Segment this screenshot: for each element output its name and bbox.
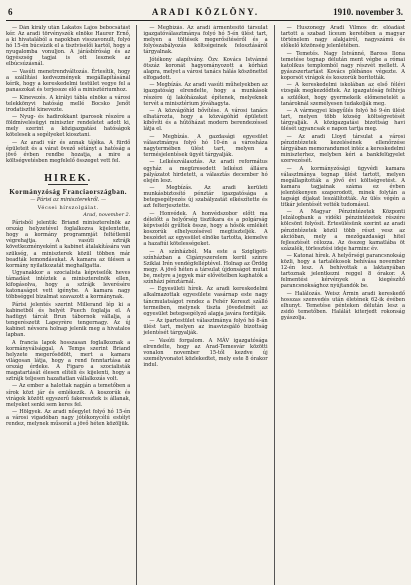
article-paragraph: — Lelkészválasztás. Az aradi református egyház a megüresedett lelkészi állásra pályázatot hirdetett, a választás december hó elején lesz.: [143, 159, 268, 184]
article-paragraph: — Temetés. Nagy Istvánné, Baross Ilona temetése tegnap délután ment végbe a római katolikus templomból nagy részvét mellett. A gyászszertartást Kovács plébános végezte. A koporsót virágok és koszorúk borították.: [280, 50, 405, 81]
article-paragraph: — Halálozás. Weisz Ármin aradi kereskedő hosszas szenvedés után életének 62-ik évében elhunyt. Temetése pénteken délután lesz a zsidó temetőben. Halálát kiterjedt rokonság gyászolja.: [280, 290, 405, 322]
article-paragraph: — Megbízás. Az aradi kerületi munkásbiztosító pénztár igazgatósága a betegsegélyezés új szabályzatát elkészítette és azt felterjesztette.: [143, 185, 268, 210]
article-lead: — Párisi az miniszterekről. —: [30, 197, 107, 204]
article-paragraph: — A közvágóhíd bővítése. A városi tanács elhatározta, hogy a közvágóhíd épületeit kibővíti és a hűtőházat modern berendezéssel látja el.: [143, 108, 268, 133]
article-paragraph: — A kereskedelmi iskolában az első félévi vizsgák megkezdődtek. Az igazgatóság felhívja a szülőket, hogy gyermekeik előmenetelét a tanároknál személyesen tudakolják meg.: [280, 82, 405, 107]
section-title-hirek: HIREK.: [44, 173, 93, 185]
article-paragraph: — Megbízás. Az aradi vasúti műhelyekben az igazgatóság elrendelte, hogy a munkások részére új lakóházakat építenek, melyeknek tervét a minisztérium jóváhagyta.: [143, 82, 268, 107]
article-paragraph: Ugyanakkor a szocialista képviselők heves támadást intéztek a miniszterelnök ellen, kifogásolva, hogy a sztrájk leverésére katonaságot vett igénybe. A kamara nagy többséggel bizalmat szavazott a kormánynak.: [6, 270, 131, 301]
article-paragraph: A francia lapok hosszasan foglalkoznak a kormányválsággal. A Temps szerint Briand helyzete megerősödött, mert a kamara világosan látja, hogy a rend fenntartása az ország érdeke. A Figaro a szocialisták magatartását élesen elítéli és kijelenti, hogy a sztrájk teljesen hazafiatlan vállalkozás volt.: [6, 339, 131, 382]
section-divider: [48, 184, 88, 185]
article-headline: Kormányzóság Franciaországban.: [9, 188, 127, 197]
article-paragraph: — Honvédek. A honvédszobor előtt ma délelőtt a helyőrség tisztikara és a polgárság képviselői gyűltek össze, hogy a hősök emlékét koszorúk elhelyezésével megtiszteljék. A beszédet az egyesület elnöke tartotta, kiemelve a hazafiúi kötelességeket.: [143, 210, 268, 248]
article-paragraph: — A vármegyei kisgyűlés folyó hó 9-én ülést tart, melyen több község költségvetését tárgyalják. A közigazgatási bizottság havi ülését ugyancsak e napon tartja meg.: [280, 108, 405, 133]
issue-date: 1910. november 3.: [333, 7, 403, 17]
article-paragraph: — Egyesületi hírek. Az aradi kereskedelmi alkalmazottak egyesülete vasárnap este nagy táncmulatságot rendez a Fehér Kereszt szálló termeiben, melynek tiszta jövedelmét az egyesület betegsegélyző alapja javára fordítják.: [143, 286, 268, 317]
column-1: [6, 25, 130, 585]
article-paragraph: — Hölgyek. Az aradi nőegylet folyó hó 15-én a városi vigadóban nagy jótékonycélú estélyt rendez, melynek műsorát a jövő héten közöljük.: [6, 409, 131, 428]
article-paragraph: — Nyug- és hadirokkant iparosok részére a földmívelésügyi miniszter rendeletet adott ki, mely szerint a közigazgatási hatóságok kötelesek a segélyeket kiosztani.: [6, 114, 131, 139]
article-paragraph: — Vasúti forgalom. A MÁV igazgatósága elrendelte, hogy az Arad-Temesvár közötti vonalon november 15-től kezdve új személyvonatot közlekedtet, mely este 8 órakor indul.: [143, 337, 268, 368]
column-1-articles: [6, 25, 130, 164]
article-paragraph: — Megbízás. Az aradi ármentesítő társulat igazgatóválasztmánya folyó hó 5-én ülést tart, melyen a töltések megerősítéséről és a folyószabályozás költségeinek felosztásáról tárgyalnak.: [143, 25, 268, 56]
hirek-articles: [6, 220, 130, 427]
paper-title: ARADI KÖZLÖNY.: [151, 7, 260, 17]
article-paragraph: Párisból jelentik: Briand miniszterelnök az ország helyzetével foglalkozva kijelentette, hogy a kormány programmját feltétlenül végrehajtja. A vasúti sztrájk következményeként a kabinet átalakítására van szükség, a miniszterek közül többen már beadták lemondásukat. A kamara az ülésen a kormány nyilatkozatát meghallgatta.: [6, 220, 131, 269]
article-paragraph: Jótékony alapítvány. Özv. Kovács Istvánné ötszáz koronát hagyományozott a kórházi alapra, melyet a városi tanács hálás köszönettel elfogadott.: [143, 56, 268, 81]
article-paragraph: — Az aradi vár és annak tájéka. A fürdő épületeit és a várat övező sétányt a hatóság a jövő évben rendbe hozatja, a mire a költségvetésben megfelelő összeget vett fel.: [6, 139, 131, 164]
article-paragraph: — Vasúti menetrendváltozás. Értesítik, hogy a szállítási kedvezmények megállapításánál kérik, hogy a kereskedelmi testület vegye fel a panaszokat és terjessze elő a minisztériumhoz.: [6, 68, 131, 93]
masthead: [6, 6, 405, 21]
columns: [6, 25, 405, 585]
column-3: [281, 25, 405, 585]
article-paragraph: — Katonai hírek. A helyőrségi parancsnokság közli, hogy a tartalékosok behívása november 12-én lesz. A behívottak a laktanyában tartoznak jelentkezni reggel 8 órakor. A felmentési kérvények a kiegészítő parancsnoksághoz nyújtandók be.: [280, 253, 405, 290]
article-paragraph: — Megbízás. A gazdasági egyesület választmánya folyó hó 10-én a városháza nagytermében ülést tart, melyen a termésjelentések ügyét tárgyalják.: [143, 133, 268, 158]
column-rule: [136, 25, 137, 585]
article-paragraph: — A színházból. Ma este a Szigligeti-színházban a Cigányszerelem kerül színre Sziklai Irén vendégfelléptével. Holnap az Ördög megy. A jövő héten a társulat újdonságot mutat be, melyre a jegyek már elővételben kaphatók a színházi pénztárnál.: [143, 248, 268, 285]
page-number: 6: [8, 7, 13, 17]
article-dateline: Arad, november 2.: [83, 212, 131, 219]
article-paragraph: — Huszonegy Aradi Vilmos dr. előadást tartott a szabad líceum keretében a magyar történelem nagy alakjairól, nagyszámú és előkelő közönség jelenlétében.: [280, 25, 405, 50]
article-paragraph: — A kormányzósági ügyvédi kamara választmánya tegnap ülést tartott, melyen megállapították a jövő évi költségvetést. A kamara tagjainak száma ez évben jelentékenyen szaporodott, minek folytán a tagsági díjakat leszállították. Az ülés végén a titkár jelentését vették tudomásul.: [280, 165, 405, 208]
article-paragraph: — Dán király után Lakatos Lajos bebocsátást kér. Az aradi törvényszék elnöke Haurer Ernő, a ki hivatalából a napokban visszavonult, folyó hó 15-én búcsúzik el a tisztviselői kartól, hogy a nyugalomba vonuljon. A járásbíróság és az ügyészség tagjai is ott lesznek az elbúcsúzásnál.: [6, 25, 131, 68]
article-paragraph: — Kinevezés. A királyi tábla elnöke a városi telekkönyvi hatóság mellé Bocsko Jenőt irodatisztté kinevezte.: [6, 94, 131, 113]
article-paragraph: — Az aradi Lloyd társulat a városi pénzintézetek kezelésének ellenőrzése tárgyában memorandumot intéz a kereskedelmi miniszterhez, melyben kéri a bankfelügyelet szervezését.: [280, 133, 405, 164]
article-paragraph: — A Magyar Pénzintézetek Központi Jelzálogbank a vidéki pénzintézetek részére kölcsönt folyósít. Értesülésünk szerint az aradi pénzintézetek közül több részt vesz az akcióban, mely a mezőgazdasági hitel fejlesztését célozza. Az összeg kamatlába öt százalék, törlesztési ideje harminc év.: [280, 209, 405, 252]
column-2: [143, 25, 267, 585]
column-3-articles: [281, 25, 405, 321]
column-rule: [274, 25, 275, 585]
article-paragraph: Párisi jelentés szerint Millerand lép ki a kabinetből és helyét Puech foglalja el. A hadügyi tárcát Brun tábornok vállalja, a tengerészetit Lapeyrère tengernagy. Az új kabinet névsora holnap jelenik meg a hivatalos lapban.: [6, 301, 131, 339]
article-paragraph: — Az ipartestület választmánya folyó hó 8-án ülést tart, melyen az inasvizsgáló bizottság jelentését tárgyalják.: [143, 318, 268, 337]
article-paragraph: — Az ember a halottak napján a temetőben a sírok közt jár és emlékezik. A koszorúk és virágok között egyszerű fakeresztek is állanak, melyeket senki sem keres fel.: [6, 383, 131, 408]
article-signature: Vécsei hírszolgálat.: [37, 205, 99, 212]
column-2-articles: [143, 25, 267, 368]
